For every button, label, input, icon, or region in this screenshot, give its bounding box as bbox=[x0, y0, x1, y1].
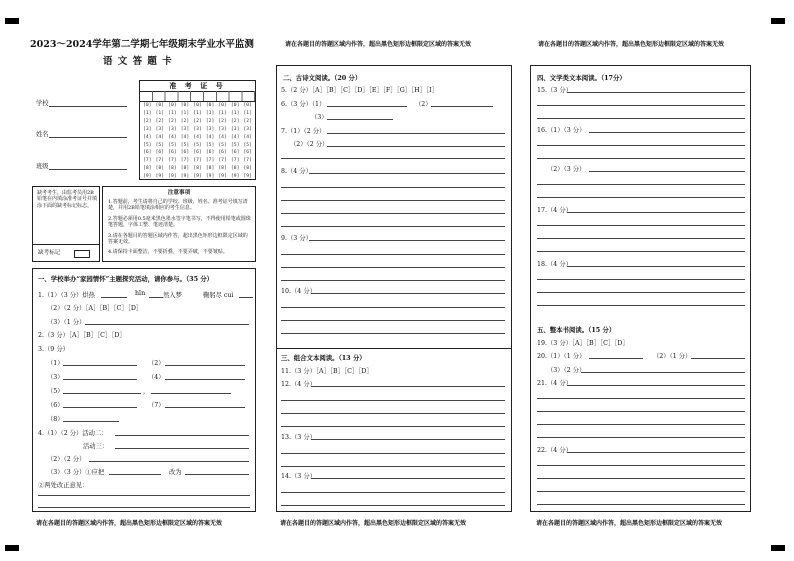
q1-1-word-c: 鞠躬尽 cuì bbox=[203, 292, 234, 299]
q10-answer-3[interactable] bbox=[281, 320, 505, 321]
section5-title: 五、整本书阅读。（15 分） bbox=[537, 326, 616, 334]
q3-blank-2[interactable] bbox=[165, 365, 245, 366]
q8-answer-2[interactable] bbox=[281, 187, 505, 188]
q3-blank-4-label: （4） bbox=[148, 374, 165, 381]
name-label: 姓名 bbox=[36, 131, 49, 138]
q7-1-label: 7.（1）（2 分） bbox=[281, 128, 326, 135]
exam-digit-bubble[interactable]: [7] bbox=[243, 158, 252, 164]
q3-blank-5-label: （5） bbox=[47, 388, 64, 395]
q9-label: 9.（3 分） bbox=[281, 235, 312, 242]
exam-digit-bubble[interactable]: [5] bbox=[193, 142, 202, 148]
q17-answer-2[interactable] bbox=[537, 225, 745, 226]
exam-digit-bubble[interactable]: [3] bbox=[143, 126, 152, 132]
exam-digit-bubble[interactable]: [9] bbox=[143, 174, 152, 180]
q15-label: 15.（3 分） bbox=[537, 87, 572, 94]
q17-answer-3[interactable] bbox=[537, 238, 745, 239]
exam-digit-bubble[interactable]: [6] bbox=[168, 150, 177, 156]
q7-2-answer[interactable] bbox=[327, 146, 505, 147]
student-info bbox=[36, 98, 131, 178]
q16-2-answer-3[interactable] bbox=[537, 197, 745, 198]
q22-label: 22.（4 分） bbox=[537, 447, 572, 454]
exam-digit-bubble[interactable]: [8] bbox=[180, 166, 190, 172]
name-field[interactable] bbox=[49, 137, 127, 138]
exam-digit-bubble[interactable]: [7] bbox=[180, 158, 190, 164]
registration-mark-bottom-right bbox=[771, 545, 785, 551]
exam-digit-bubble[interactable]: [3] bbox=[180, 126, 190, 132]
exam-digit-bubble[interactable]: [6] bbox=[243, 150, 252, 156]
exam-digit-bubble[interactable]: [4] bbox=[193, 134, 202, 140]
school-field[interactable] bbox=[49, 106, 127, 107]
q1-1-label: 1.（1）（3 分）烘热 bbox=[38, 292, 95, 299]
exam-digit-bubble[interactable]: [9] bbox=[230, 174, 240, 180]
exam-digit-bubble[interactable]: [3] bbox=[243, 126, 252, 132]
warning-col3-top: 请在各题目的答题区域内作答，超出黑色矩形边框限定区域的答案无效 bbox=[538, 41, 725, 48]
absent-mark-checkbox[interactable] bbox=[74, 250, 90, 258]
exam-digit-bubble[interactable]: [6] bbox=[230, 150, 240, 156]
q1-2-options[interactable]: （2）（2 分）［A］［B］［C］［D］ bbox=[47, 305, 143, 312]
exam-digit-bubble[interactable]: [0] bbox=[180, 103, 190, 108]
q3-blank-6[interactable] bbox=[63, 407, 137, 408]
q14-answer-3[interactable] bbox=[281, 505, 505, 506]
q1-3-answer[interactable] bbox=[85, 324, 249, 325]
exam-digit-bubble[interactable]: [4] bbox=[218, 134, 227, 140]
q8-label: 8.（4 分） bbox=[281, 168, 312, 175]
exam-digit-bubble[interactable]: [3] bbox=[230, 126, 240, 132]
q4-1-label: 4.（1）（2 分）活动二： bbox=[38, 430, 108, 437]
q20-2-answer[interactable] bbox=[691, 358, 745, 359]
q3-blank-8[interactable] bbox=[63, 421, 119, 422]
q9-answer-3[interactable] bbox=[281, 267, 505, 268]
q18-answer-2[interactable] bbox=[537, 279, 745, 280]
q18-answer-4[interactable] bbox=[537, 305, 745, 306]
exam-digit-bubble[interactable]: [4] bbox=[180, 134, 190, 140]
q20-1-label: 20.（1）（1 分） bbox=[537, 353, 586, 360]
exam-digit-bubble[interactable]: [1] bbox=[168, 110, 177, 116]
q19-options[interactable]: 19.（3 分）［A］［B］［C］［D］ bbox=[537, 340, 629, 347]
section2-title: 二、古诗文阅读。（20 分） bbox=[283, 74, 362, 82]
registration-mark-top-left bbox=[5, 18, 19, 24]
q17-answer-4[interactable] bbox=[537, 251, 745, 252]
q20-3-label: （3）（2 分） bbox=[547, 367, 586, 374]
exam-digit-bubble[interactable]: [8] bbox=[155, 166, 165, 172]
q16-1-answer-2[interactable] bbox=[537, 145, 745, 146]
q22-answer-2[interactable] bbox=[537, 465, 745, 466]
exam-digit-bubble[interactable]: [8] bbox=[143, 166, 152, 172]
school-label: 学校 bbox=[36, 100, 49, 107]
q3-blank-7[interactable] bbox=[165, 407, 245, 408]
q3-blank-3-label: （3） bbox=[47, 374, 64, 381]
exam-digit-bubble[interactable]: [7] bbox=[230, 158, 240, 164]
q21-answer-2[interactable] bbox=[537, 398, 745, 399]
q3-blank-3[interactable] bbox=[63, 379, 137, 380]
registration-mark-bottom-left bbox=[5, 545, 19, 551]
exam-digit-bubble[interactable]: [9] bbox=[193, 174, 202, 180]
exam-digit-bubble[interactable]: [1] bbox=[218, 110, 227, 116]
notice-title: 注意事项 bbox=[167, 190, 191, 196]
q3-label: 3.（9 分） bbox=[38, 346, 69, 353]
exam-number-bubbles[interactable] bbox=[141, 102, 254, 181]
section4-5-answer-box bbox=[530, 65, 751, 512]
q16-2-label: （2）（3 分） bbox=[547, 166, 586, 173]
q1-1-answer-b[interactable] bbox=[149, 297, 163, 298]
q4-1-answer-a[interactable] bbox=[115, 435, 249, 436]
section1-title: 一、学校举办“家园情怀”主题探究活动，请你参与。（35 分） bbox=[38, 275, 214, 283]
q13-answer-3[interactable] bbox=[281, 466, 505, 467]
exam-digit-bubble[interactable]: [4] bbox=[168, 134, 177, 140]
exam-digit-bubble[interactable]: [4] bbox=[143, 134, 152, 140]
q8-answer-3[interactable] bbox=[281, 200, 505, 201]
q14-answer-1[interactable] bbox=[311, 478, 505, 479]
q6-1-label: 6.（3 分）（1） bbox=[281, 101, 326, 108]
exam-digit-bubble[interactable]: [5] bbox=[243, 142, 252, 148]
q12-answer-3[interactable] bbox=[281, 413, 505, 414]
q14-label: 14.（3 分） bbox=[281, 473, 316, 480]
exam-digit-bubble[interactable]: [2] bbox=[193, 118, 202, 124]
q3-blank-7-label: （7） bbox=[148, 402, 165, 409]
exam-digit-bubble[interactable]: [9] bbox=[243, 174, 252, 180]
q15-answer-3[interactable] bbox=[537, 118, 745, 119]
exam-digit-bubble[interactable]: [3] bbox=[218, 126, 227, 132]
exam-digit-bubble[interactable]: [1] bbox=[230, 110, 240, 116]
exam-digit-bubble[interactable]: [6] bbox=[218, 150, 227, 156]
q21-answer-4[interactable] bbox=[537, 424, 745, 425]
notice-item-2: 2.答题必须用0.5毫米黑色墨水签字笔书写，不得使用铅笔或圆珠笔答题，字体工整、笔迹清楚。 bbox=[108, 216, 251, 229]
section1-answer-box bbox=[32, 268, 256, 512]
exam-digit-bubble[interactable]: [2] bbox=[205, 118, 215, 124]
exam-digit-bubble[interactable]: [0] bbox=[243, 103, 252, 108]
exam-digit-bubble[interactable]: [5] bbox=[143, 142, 152, 148]
q7-2-label: （2）（2 分） bbox=[290, 141, 329, 148]
exam-digit-bubble[interactable]: [1] bbox=[143, 110, 152, 116]
q3-blank-1-label: （1） bbox=[47, 360, 64, 367]
exam-digit-bubble[interactable]: [4] bbox=[205, 134, 215, 140]
exam-number-write-row[interactable] bbox=[140, 91, 255, 102]
exam-digit-bubble[interactable]: [0] bbox=[218, 103, 227, 108]
q4-3-answer-a[interactable] bbox=[109, 474, 161, 475]
exam-digit-bubble[interactable]: [6] bbox=[180, 150, 190, 156]
warning-col3-bottom: 请在各题目的答题区域内作答，超出黑色矩形边框限定区域的答案无效 bbox=[536, 520, 723, 527]
q1-1-answer-a[interactable] bbox=[101, 297, 127, 298]
exam-digit-bubble[interactable]: [5] bbox=[218, 142, 227, 148]
exam-digit-bubble[interactable]: [8] bbox=[168, 166, 177, 172]
absent-note: 缺考考生，由监考员用2B铅笔在内填涂准考证号并填涂下面的缺考标记标志。 bbox=[37, 190, 98, 209]
exam-digit-bubble[interactable]: [9] bbox=[205, 174, 215, 180]
q21-label: 21.（4 分） bbox=[537, 380, 572, 387]
q18-label: 18.（4 分） bbox=[537, 261, 572, 268]
q3-blank-5b[interactable] bbox=[151, 393, 231, 394]
exam-digit-bubble[interactable]: [4] bbox=[243, 134, 252, 140]
q5-options[interactable]: 5.（2 分）［A］［B］［C］［D］［E］［F］［G］［H］［I］ bbox=[281, 87, 438, 94]
exam-digit-bubble[interactable]: [6] bbox=[155, 150, 165, 156]
q10-answer-2[interactable] bbox=[281, 307, 505, 308]
q9-answer-1[interactable] bbox=[309, 240, 505, 241]
q13-answer-2[interactable] bbox=[281, 453, 505, 454]
q21-answer-1[interactable] bbox=[567, 385, 745, 386]
exam-digit-bubble[interactable]: [9] bbox=[168, 174, 177, 180]
warning-col1: 请在各题目的答题区域内作答，超出黑色矩形边框限定区域的答案无效 bbox=[36, 520, 223, 527]
section4-title: 四、文学类文本阅读。（17分） bbox=[537, 74, 626, 82]
notice-item-1: 1.答题前，考生请将自己的学校、班级、姓名、准考证号填写清楚，并用2B铅笔填涂相应的考生信息。 bbox=[108, 199, 248, 212]
exam-digit-bubble[interactable]: [0] bbox=[205, 103, 215, 108]
exam-digit-bubble[interactable]: [1] bbox=[155, 110, 165, 116]
q4-4-answer-1[interactable] bbox=[38, 495, 250, 496]
q18-answer-1[interactable] bbox=[567, 266, 745, 267]
exam-digit-bubble[interactable]: [8] bbox=[205, 166, 215, 172]
q4-3-label: （3）（3 分）①应把 bbox=[47, 469, 105, 476]
exam-digit-bubble[interactable]: [7] bbox=[168, 158, 177, 164]
exam-digit-bubble[interactable]: [8] bbox=[193, 166, 202, 172]
q15-answer-2[interactable] bbox=[537, 105, 745, 106]
q3-blank-2-label: （2） bbox=[148, 360, 165, 367]
exam-digit-bubble[interactable]: [5] bbox=[155, 142, 165, 148]
q16-1-answer-1[interactable] bbox=[589, 132, 745, 133]
exam-digit-bubble[interactable]: [3] bbox=[193, 126, 202, 132]
q10-answer-4[interactable] bbox=[281, 333, 505, 334]
q22-answer-5[interactable] bbox=[537, 504, 745, 505]
q21-answer-3[interactable] bbox=[537, 411, 745, 412]
exam-digit-bubble[interactable]: [7] bbox=[193, 158, 202, 164]
q1-1-answer-c[interactable] bbox=[239, 297, 253, 298]
exam-digit-bubble[interactable]: [6] bbox=[205, 150, 215, 156]
q16-1-label: 16.（1）（3 分） bbox=[537, 127, 586, 134]
q3-blank-6-label: （6） bbox=[47, 402, 64, 409]
exam-digit-bubble[interactable]: [3] bbox=[155, 126, 165, 132]
absent-mark-label: 缺考标记 bbox=[38, 250, 61, 256]
q12-answer-4[interactable] bbox=[281, 426, 505, 427]
notice-item-3: 3.请在各题目的答题区域内作答，超出黑色矩形边框限定区域的答案无效。 bbox=[108, 233, 248, 246]
notice-item-4: 4.请保持卡面整洁，不要折叠，不要弄破，不要皱贴。 bbox=[108, 249, 228, 255]
exam-digit-bubble[interactable]: [9] bbox=[218, 174, 227, 180]
q13-answer-1[interactable] bbox=[311, 439, 505, 440]
q3-blank-1[interactable] bbox=[63, 365, 137, 366]
exam-digit-bubble[interactable]: [2] bbox=[230, 118, 240, 124]
q6-1-answer[interactable] bbox=[327, 106, 407, 107]
section2-3-answer-box bbox=[276, 65, 512, 512]
exam-digit-bubble[interactable]: [9] bbox=[180, 174, 190, 180]
exam-digit-bubble[interactable]: [2] bbox=[180, 118, 190, 124]
q4-3-answer-b[interactable] bbox=[185, 474, 249, 475]
class-field[interactable] bbox=[49, 169, 127, 170]
q1-1-pinyin: hīn bbox=[135, 290, 146, 297]
exam-digit-bubble[interactable]: [3] bbox=[205, 126, 215, 132]
q4-3b-label: 改为 bbox=[169, 469, 182, 476]
q6-2-answer[interactable] bbox=[431, 106, 493, 107]
notice-box bbox=[102, 186, 256, 262]
q13-label: 13.（3 分） bbox=[281, 434, 316, 441]
q4-2-label: （2）（2 分） bbox=[47, 456, 86, 463]
q18-answer-3[interactable] bbox=[537, 292, 745, 293]
q12-answer-2[interactable] bbox=[281, 400, 505, 401]
q4-1b-label: 活动三： bbox=[83, 443, 109, 450]
q4-4-answer-2[interactable] bbox=[38, 507, 250, 508]
warning-col2-top: 请在各题目的答题区域内作答，超出黑色矩形边框限定区域的答案无效 bbox=[285, 41, 472, 48]
exam-digit-bubble[interactable]: [7] bbox=[205, 158, 215, 164]
exam-digit-bubble[interactable]: [2] bbox=[243, 118, 252, 124]
exam-digit-bubble[interactable]: [7] bbox=[218, 158, 227, 164]
q16-2-answer-2[interactable] bbox=[537, 184, 745, 185]
exam-digit-bubble[interactable]: [0] bbox=[155, 103, 165, 108]
q20-1-answer[interactable] bbox=[589, 358, 643, 359]
exam-digit-bubble[interactable]: [5] bbox=[168, 142, 177, 148]
exam-digit-bubble[interactable]: [6] bbox=[193, 150, 202, 156]
q10-label: 10.（4 分） bbox=[281, 288, 316, 295]
exam-digit-bubble[interactable]: [3] bbox=[168, 126, 177, 132]
exam-digit-bubble[interactable]: [1] bbox=[243, 110, 252, 116]
q6-3-label: （3） bbox=[311, 114, 328, 121]
class-label: 班级 bbox=[36, 163, 49, 170]
q14-answer-2[interactable] bbox=[281, 492, 505, 493]
exam-number-box bbox=[139, 80, 256, 180]
q7-1-answer[interactable] bbox=[327, 133, 505, 134]
exam-digit-bubble[interactable]: [0] bbox=[230, 103, 240, 108]
exam-digit-bubble[interactable]: [7] bbox=[143, 158, 152, 164]
exam-digit-bubble[interactable]: [4] bbox=[230, 134, 240, 140]
q20-3-answer[interactable] bbox=[581, 372, 745, 373]
q17-label: 17.（4 分） bbox=[537, 207, 572, 214]
exam-digit-bubble[interactable]: [8] bbox=[243, 166, 252, 172]
exam-digit-bubble[interactable]: [0] bbox=[168, 103, 177, 108]
absent-divider bbox=[33, 244, 99, 245]
exam-digit-bubble[interactable]: [1] bbox=[205, 110, 215, 116]
q3-blank-5a[interactable] bbox=[63, 393, 141, 394]
q16-2-answer-1[interactable] bbox=[589, 171, 745, 172]
exam-digit-bubble[interactable]: [8] bbox=[230, 166, 240, 172]
q3-blank-4[interactable] bbox=[165, 379, 245, 380]
q12-label: 12.（4 分） bbox=[281, 381, 316, 388]
warning-col2-bottom: 请在各题目的答题区域内作答，超出黑色矩形边框限定区域的答案无效 bbox=[280, 520, 467, 527]
section-divider bbox=[277, 348, 511, 349]
q6-3-answer[interactable] bbox=[327, 119, 393, 120]
exam-number-title: 准 考 证 号 bbox=[140, 81, 255, 92]
exam-digit-bubble[interactable]: [2] bbox=[218, 118, 227, 124]
q9-answer-4[interactable] bbox=[281, 280, 505, 281]
exam-digit-bubble[interactable]: [7] bbox=[155, 158, 165, 164]
q1-3-label: （3）（1 分） bbox=[47, 319, 86, 326]
q3-blank-8-label: （8） bbox=[47, 416, 64, 423]
q7-answer-extra[interactable] bbox=[281, 158, 505, 159]
q4-2-answer[interactable] bbox=[89, 461, 249, 462]
q22-answer-3[interactable] bbox=[537, 478, 745, 479]
exam-digit-bubble[interactable]: [4] bbox=[155, 134, 165, 140]
exam-digit-bubble[interactable]: [0] bbox=[143, 103, 152, 108]
exam-digit-bubble[interactable]: [9] bbox=[155, 174, 165, 180]
exam-digit-bubble[interactable]: [2] bbox=[155, 118, 165, 124]
sheet-title: 2023～2024学年第二学期七年级期末学业水平监测 bbox=[30, 39, 254, 50]
exam-digit-bubble[interactable]: [8] bbox=[218, 166, 227, 172]
exam-digit-bubble[interactable]: [1] bbox=[180, 110, 190, 116]
q10-answer-1[interactable] bbox=[311, 293, 505, 294]
q4-4-label: ②两处改正意见： bbox=[38, 482, 89, 489]
q21-answer-5[interactable] bbox=[537, 437, 745, 438]
q1-1-word-b: 然入梦 bbox=[163, 292, 182, 299]
q16-1-answer-3[interactable] bbox=[537, 158, 745, 159]
exam-digit-bubble[interactable]: [5] bbox=[180, 142, 190, 148]
q2-options[interactable]: 2.（3 分）［A］［B］［C］［D］ bbox=[38, 332, 126, 339]
exam-digit-bubble[interactable]: [6] bbox=[143, 150, 152, 156]
q8-answer-1[interactable] bbox=[309, 173, 505, 174]
q8-answer-5[interactable] bbox=[281, 226, 505, 227]
exam-digit-bubble[interactable]: [0] bbox=[193, 103, 202, 108]
exam-digit-bubble[interactable]: [5] bbox=[205, 142, 215, 148]
q12-answer-1[interactable] bbox=[311, 386, 505, 387]
exam-digit-bubble[interactable]: [1] bbox=[193, 110, 202, 116]
exam-digit-bubble[interactable]: [5] bbox=[230, 142, 240, 148]
q22-answer-4[interactable] bbox=[537, 491, 745, 492]
q22-answer-1[interactable] bbox=[567, 452, 745, 453]
section3-title: 三、组合文本阅读。（13 分） bbox=[281, 354, 366, 362]
registration-mark-top-right bbox=[771, 18, 785, 24]
absent-box bbox=[32, 186, 100, 262]
q4-1-answer-b[interactable] bbox=[115, 448, 249, 449]
q11-options[interactable]: 11.（3 分）［A］［B］［C］［D］ bbox=[281, 368, 373, 375]
q15-answer-1[interactable] bbox=[567, 92, 745, 93]
q3-blank-5-comma: ， bbox=[143, 388, 150, 395]
q9-answer-2[interactable] bbox=[281, 254, 505, 255]
exam-digit-bubble[interactable]: [2] bbox=[168, 118, 177, 124]
sheet-subtitle: 语 文 答 题 卡 bbox=[103, 56, 173, 67]
exam-digit-bubble[interactable]: [2] bbox=[143, 118, 152, 124]
q17-answer-1[interactable] bbox=[567, 212, 745, 213]
q6-2-label: （2） bbox=[415, 101, 432, 108]
q8-answer-4[interactable] bbox=[281, 213, 505, 214]
q20-2-label: （2）（1 分） bbox=[653, 353, 692, 360]
